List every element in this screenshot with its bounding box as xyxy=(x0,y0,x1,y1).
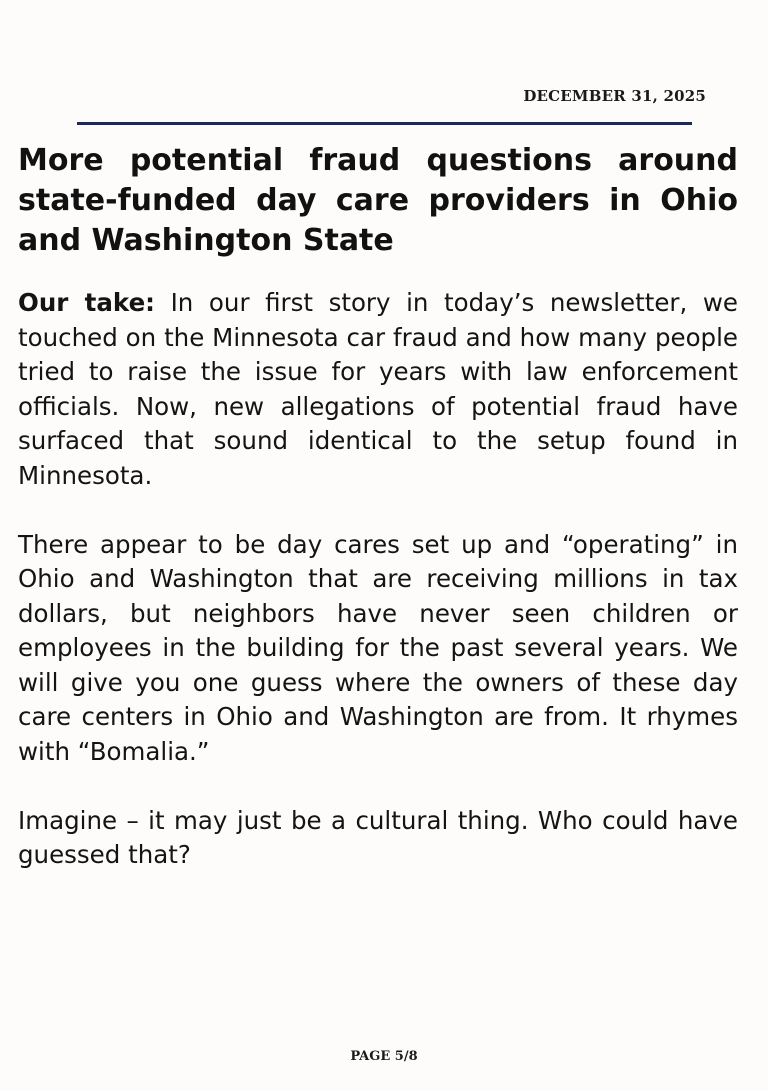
header-divider xyxy=(77,122,692,125)
paragraph-3: Imagine – it may just be a cultural thing. Who could have guessed that? xyxy=(18,805,738,869)
paragraph-1 xyxy=(18,286,738,493)
article-headline: More potential fraud questions around state-funded day care providers in Ohio and Washington State xyxy=(18,143,738,258)
page-number: PAGE 5/8 xyxy=(350,1049,418,1064)
lead-label: Our take: xyxy=(18,288,155,317)
paragraph-2: There appear to be day cares set up and “operating” in Ohio and Washington that are receiving millions in tax dollars, but neighbors have never seen children or employees in the building for the past several years. We will give you one guess where the owners of these day care centers in Ohio and Washington are from. It rhymes with “Bomalia.” xyxy=(18,529,738,766)
article-body xyxy=(18,286,738,873)
newsletter-date: DECEMBER 31, 2025 xyxy=(523,87,706,105)
paragraph-1-text: In our first story in today’s newsletter, we touched on the Minnesota car fraud and how many people tried to raise the issue for years with law enforcement officials. Now, new allegations of potential fraud have surfaced that sound identical to the setup found in Minnesota. xyxy=(18,288,738,490)
